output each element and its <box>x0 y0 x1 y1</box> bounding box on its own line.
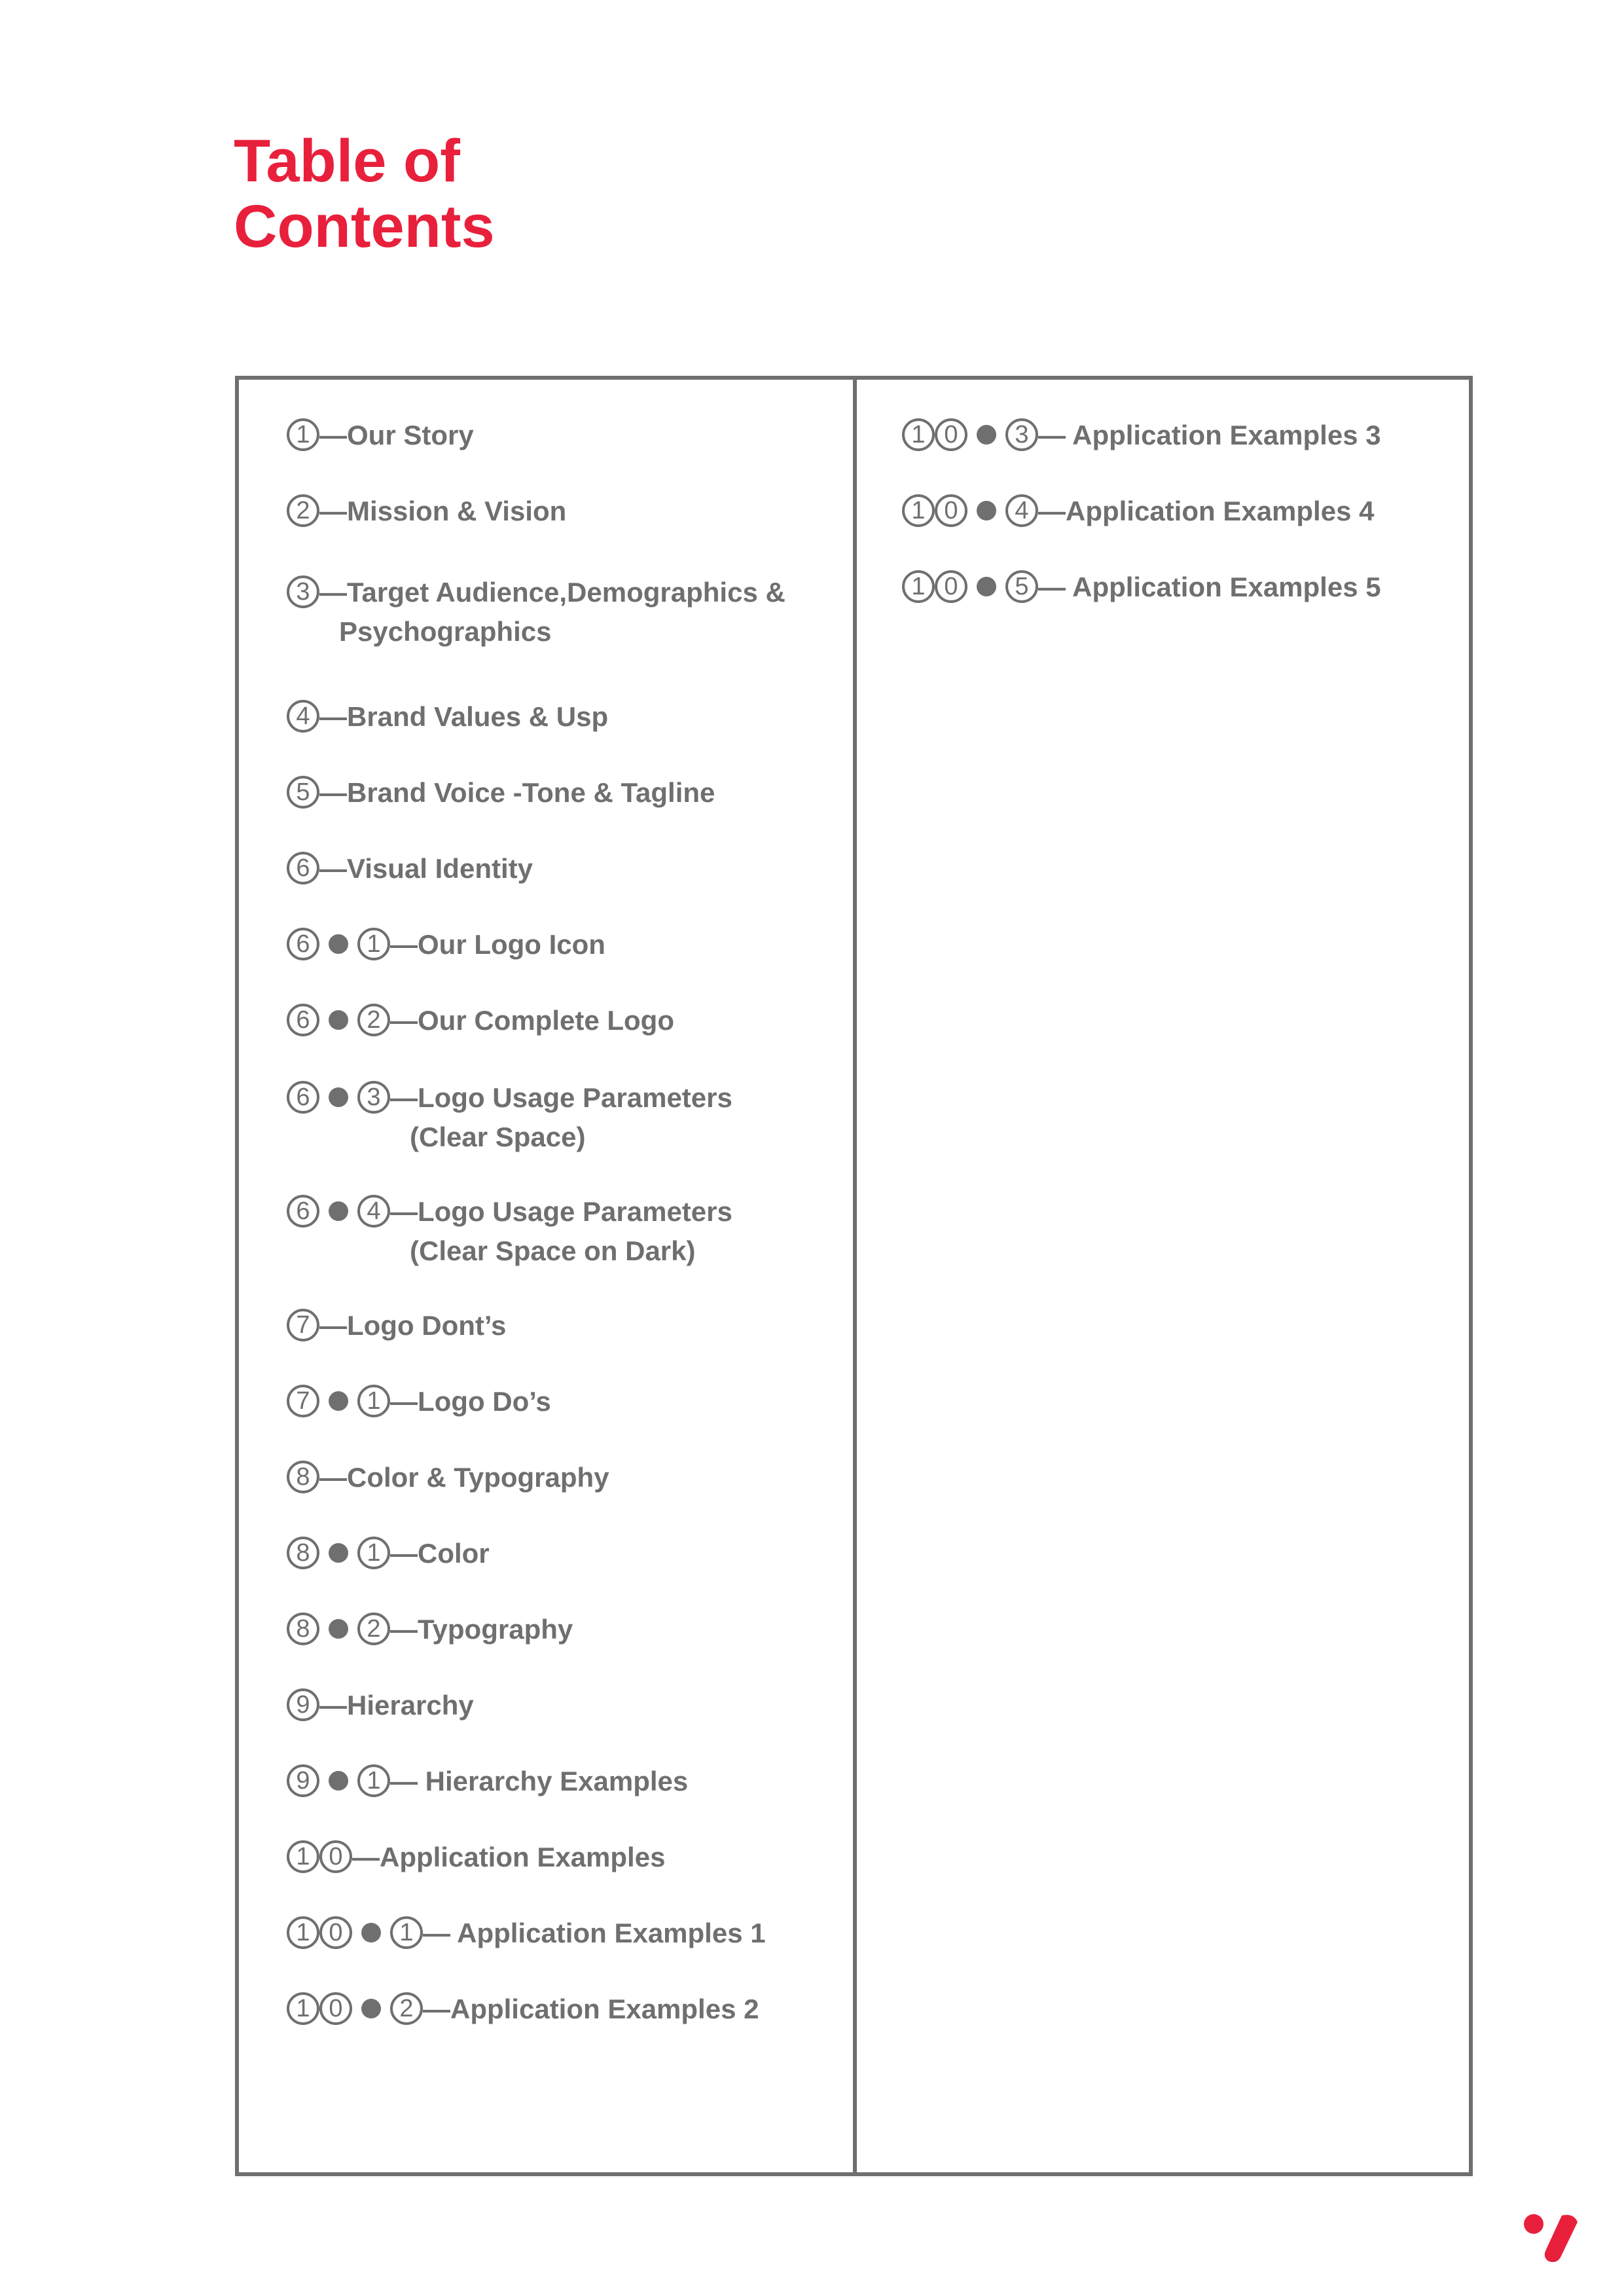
section-number <box>287 487 319 530</box>
toc-entry[interactable] <box>902 564 1381 609</box>
toc-entry-label: —Brand Values & Usp <box>319 701 609 732</box>
toc-entry[interactable] <box>287 845 533 890</box>
toc-entry-label: —Visual Identity <box>319 852 533 884</box>
toc-entry-label: — Application Examples 1 <box>423 1917 766 1948</box>
section-number <box>287 920 390 964</box>
bullet-dot-icon <box>329 1010 348 1030</box>
bullet-dot-icon <box>329 1087 348 1107</box>
section-number <box>287 1453 319 1497</box>
toc-entry-label: —Logo Usage Parameters <box>390 1082 732 1113</box>
toc-entry-label: —Typography <box>390 1613 573 1645</box>
bullet-dot-icon <box>329 934 348 954</box>
circled-digit: 1 <box>287 418 319 451</box>
toc-entry[interactable] <box>287 769 715 814</box>
toc-entry[interactable] <box>287 1530 490 1575</box>
bullet-dot-icon <box>329 1619 348 1639</box>
circled-digit: 1 <box>902 494 935 527</box>
section-number <box>287 769 319 812</box>
section-number <box>287 1833 352 1876</box>
table-of-contents <box>235 376 1473 2176</box>
circled-digit: 7 <box>287 1309 319 1341</box>
toc-entry-label: —Application Examples <box>352 1841 666 1872</box>
circled-digit: 1 <box>287 1840 319 1873</box>
section-number <box>902 487 1038 530</box>
toc-entry-label-continued: (Clear Space) <box>410 1121 586 1152</box>
toc-entry[interactable] <box>287 412 474 457</box>
page-title-line-2: Contents <box>234 193 495 260</box>
toc-entry[interactable] <box>287 1606 573 1651</box>
toc-entry-label: — Hierarchy Examples <box>390 1765 689 1796</box>
circled-digit: 6 <box>287 1195 319 1228</box>
circled-digit: 4 <box>1005 494 1038 527</box>
toc-entry-label: —Logo Dont’s <box>319 1309 507 1341</box>
section-number <box>287 568 319 611</box>
circled-digit: 4 <box>287 700 319 733</box>
toc-entry[interactable] <box>287 1302 506 1347</box>
toc-entry[interactable] <box>287 997 674 1042</box>
toc-entry-label: —Logo Do’s <box>390 1385 551 1417</box>
circled-digit: 3 <box>1005 418 1038 451</box>
circled-digit: 2 <box>390 1992 423 2025</box>
toc-entry-label-continued: Psychographics <box>339 615 552 647</box>
toc-entry[interactable] <box>287 569 785 653</box>
circled-digit: 2 <box>287 494 319 527</box>
circled-digit: 0 <box>319 1916 352 1949</box>
circled-digit: 7 <box>287 1385 319 1417</box>
circled-digit: 1 <box>357 1385 390 1417</box>
circled-digit: 8 <box>287 1461 319 1493</box>
toc-entry-label: — Application Examples 3 <box>1038 419 1381 450</box>
section-number <box>287 1377 390 1421</box>
bullet-dot-icon <box>977 577 996 596</box>
section-number <box>287 1188 390 1231</box>
circled-digit: 6 <box>287 928 319 960</box>
toc-entry-label: —Color & Typography <box>319 1461 609 1493</box>
circled-digit: 0 <box>935 494 967 527</box>
section-number <box>287 1529 390 1573</box>
circled-digit: 9 <box>287 1688 319 1721</box>
toc-entry-label: —Target Audience,Demographics & <box>319 576 785 608</box>
section-number <box>287 1605 390 1649</box>
toc-entry[interactable] <box>287 921 605 966</box>
toc-entry[interactable] <box>287 1758 688 1803</box>
section-number <box>287 996 390 1040</box>
bullet-dot-icon <box>329 1391 348 1411</box>
toc-entry[interactable] <box>287 1986 759 2031</box>
circled-digit: 1 <box>390 1916 423 1949</box>
toc-entry-label: —Mission & Vision <box>319 495 567 526</box>
toc-entry[interactable] <box>287 1834 665 1879</box>
circled-digit: 8 <box>287 1613 319 1645</box>
circled-digit: 6 <box>287 852 319 884</box>
circled-digit: 6 <box>287 1081 319 1114</box>
circled-digit: 1 <box>357 1537 390 1569</box>
section-number <box>287 1909 423 1952</box>
bullet-dot-icon <box>361 1999 381 2018</box>
toc-entry[interactable] <box>287 1682 474 1727</box>
circled-digit: 1 <box>287 1992 319 2025</box>
circled-digit: 1 <box>357 928 390 960</box>
circled-digit: 6 <box>287 1004 319 1036</box>
toc-entry-label: —Application Examples 4 <box>1038 495 1375 526</box>
circled-digit: 4 <box>357 1195 390 1228</box>
toc-entry[interactable] <box>287 1074 732 1159</box>
circled-digit: 1 <box>902 570 935 603</box>
toc-entry-label: —Color <box>390 1537 490 1569</box>
toc-entry[interactable] <box>287 1454 609 1499</box>
toc-entry-label: —Our Complete Logo <box>390 1004 674 1036</box>
section-number <box>287 1681 319 1724</box>
section-number <box>902 411 1038 454</box>
toc-entry-label: —Application Examples 2 <box>423 1993 759 2024</box>
section-number <box>287 411 319 454</box>
section-number <box>902 563 1038 606</box>
circled-digit: 9 <box>287 1764 319 1797</box>
section-number <box>287 693 319 736</box>
circled-digit: 3 <box>287 575 319 608</box>
page-title-line-1: Table of <box>234 128 460 194</box>
toc-entry[interactable] <box>287 1910 766 1955</box>
circled-digit: 0 <box>319 1840 352 1873</box>
toc-entry[interactable] <box>902 412 1381 457</box>
toc-entry[interactable] <box>287 488 566 533</box>
brand-mark-icon <box>1523 2213 1581 2264</box>
column-divider <box>853 380 857 2172</box>
circled-digit: 2 <box>357 1613 390 1645</box>
toc-entry-label: —Our Logo Icon <box>390 928 605 960</box>
page-title <box>234 128 495 259</box>
bullet-dot-icon <box>329 1201 348 1221</box>
section-number <box>287 1985 423 2028</box>
bullet-dot-icon <box>361 1923 381 1942</box>
section-number <box>287 1757 390 1800</box>
circled-digit: 1 <box>287 1916 319 1949</box>
circled-digit: 5 <box>287 776 319 809</box>
toc-entry-label: —Our Story <box>319 419 474 450</box>
circled-digit: 3 <box>357 1081 390 1114</box>
bullet-dot-icon <box>329 1543 348 1563</box>
section-number <box>287 1074 390 1117</box>
toc-entry[interactable] <box>902 488 1374 533</box>
bullet-dot-icon <box>977 501 996 520</box>
bullet-dot-icon <box>329 1771 348 1791</box>
circled-digit: 1 <box>902 418 935 451</box>
circled-digit: 2 <box>357 1004 390 1036</box>
circled-digit: 5 <box>1005 570 1038 603</box>
toc-entry-label-continued: (Clear Space on Dark) <box>410 1235 696 1266</box>
section-number <box>287 845 319 888</box>
toc-entry-label: — Application Examples 5 <box>1038 571 1381 602</box>
circled-digit: 0 <box>935 418 967 451</box>
toc-entry-label: —Brand Voice -Tone & Tagline <box>319 776 715 808</box>
toc-entry[interactable] <box>287 693 608 738</box>
toc-entry-label: —Hierarchy <box>319 1689 474 1721</box>
circled-digit: 1 <box>357 1764 390 1797</box>
circled-digit: 0 <box>935 570 967 603</box>
circled-digit: 0 <box>319 1992 352 2025</box>
circled-digit: 8 <box>287 1537 319 1569</box>
toc-entry[interactable] <box>287 1378 551 1423</box>
bullet-dot-icon <box>977 425 996 445</box>
section-number <box>287 1302 319 1345</box>
toc-entry[interactable] <box>287 1188 732 1273</box>
toc-entry-label: —Logo Usage Parameters <box>390 1195 732 1227</box>
